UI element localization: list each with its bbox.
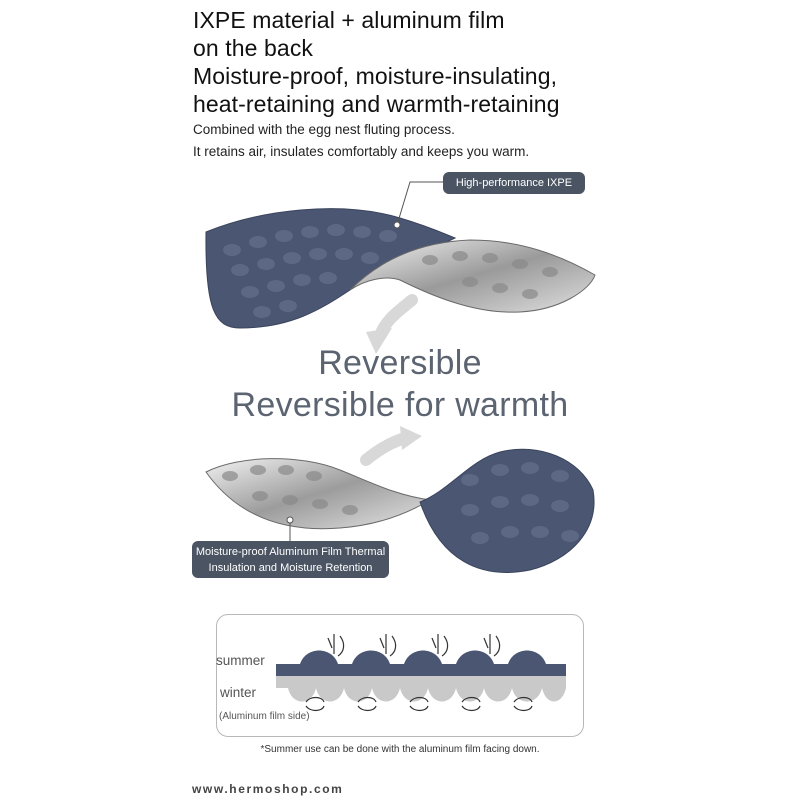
mat-illustration-top (0, 160, 800, 360)
website-watermark: www.hermoshop.com (192, 782, 344, 796)
reversible-subtitle: Reversible for warmth (231, 386, 569, 424)
headline-line-3: Moisture-proof, moisture-insulating, (193, 63, 558, 89)
summer-label: summer (216, 653, 265, 668)
subtext-line-2: It retains air, insulates comfortably and keeps you warm. (193, 144, 530, 159)
aluminum-side-note: (Aluminum film side) (219, 711, 310, 722)
mat-illustration-bottom (0, 420, 800, 580)
reversible-title: Reversible (318, 344, 482, 382)
aluminum-callout-line-1: Moisture-proof Aluminum Film Thermal (195, 545, 386, 558)
footnote: *Summer use can be done with the aluminum film facing down. (260, 744, 540, 755)
ixpe-callout: High-performance IXPE (443, 172, 585, 194)
headline-line-1: IXPE material + aluminum film (193, 7, 505, 33)
subtext-line-1: Combined with the egg nest fluting process. (193, 122, 455, 137)
headline-line-2: on the back (193, 35, 314, 61)
headline-line-4: heat-retaining and warmth-retaining (193, 91, 560, 117)
aluminum-callout-line-2: Insulation and Moisture Retention (208, 561, 373, 574)
aluminum-callout (192, 541, 389, 578)
winter-label: winter (220, 685, 257, 700)
